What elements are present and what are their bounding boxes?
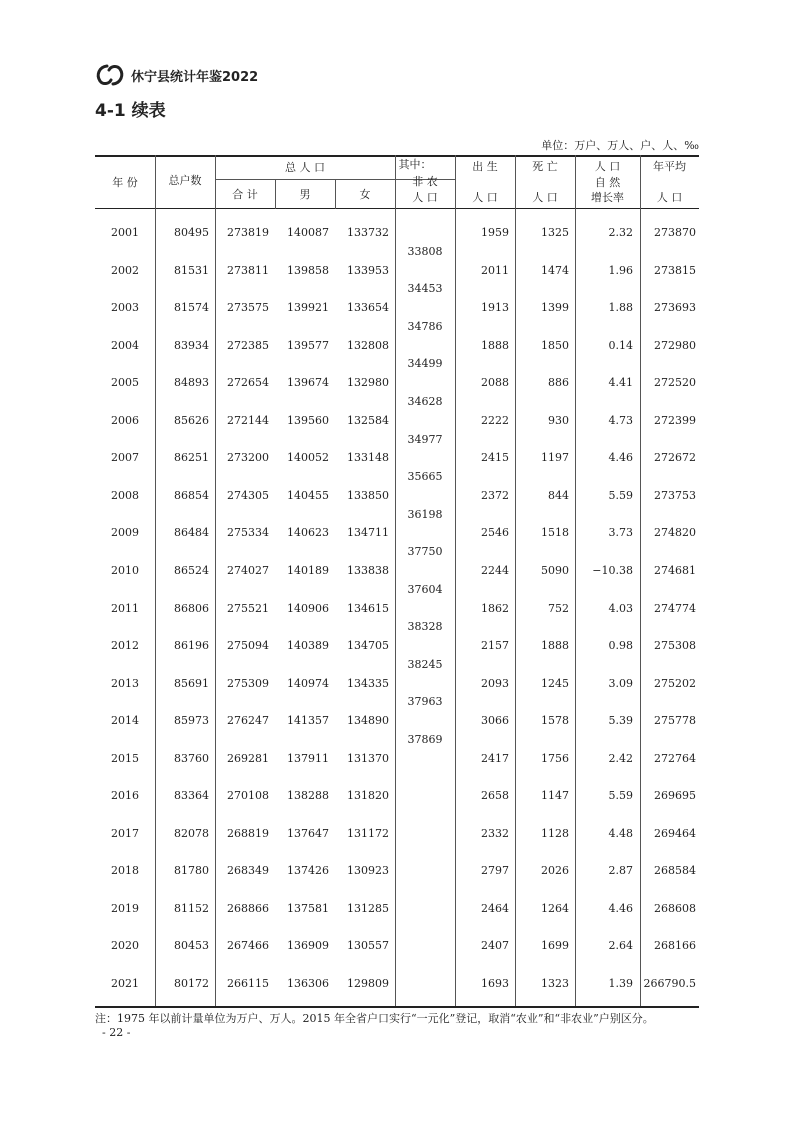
cell-female: 131172 [347, 826, 389, 840]
cell-avg: 272980 [654, 338, 696, 352]
cell-avg: 272520 [654, 376, 696, 390]
cell-deaths: 1323 [541, 977, 569, 990]
cell-births: 1888 [481, 338, 509, 352]
cell-deaths: 5090 [541, 563, 569, 577]
cell-female: 131370 [347, 751, 389, 765]
cell-female: 132808 [347, 338, 389, 352]
cell-growth: 4.48 [608, 826, 633, 840]
cell-female: 132980 [347, 376, 389, 390]
cell-nonagri: 34453 [407, 282, 443, 296]
cell-nonagri: 33808 [407, 244, 443, 258]
cell-births: 1693 [481, 977, 509, 990]
cell-year: 2010 [111, 563, 139, 577]
cell-year: 2003 [111, 301, 139, 315]
cell-births: 2088 [481, 376, 509, 390]
running-header [95, 62, 258, 88]
cell-households: 81531 [174, 263, 209, 277]
cell-households: 85691 [174, 676, 209, 690]
cell-male: 140623 [287, 526, 329, 540]
header-year: 年 份 [112, 176, 138, 189]
cell-total: 268349 [227, 864, 269, 878]
cell-growth: 3.09 [608, 676, 633, 690]
cell-female: 129809 [347, 977, 389, 990]
cell-births: 2222 [481, 413, 509, 427]
cell-total: 272144 [227, 413, 269, 427]
cell-deaths: 930 [548, 413, 569, 427]
cell-year: 2019 [111, 901, 139, 915]
cell-year: 2021 [111, 977, 139, 990]
cell-total: 267466 [227, 939, 269, 953]
cell-total: 273811 [227, 263, 269, 277]
cell-deaths: 1264 [541, 901, 569, 915]
cell-deaths: 1474 [541, 263, 569, 277]
cell-female: 133838 [347, 563, 389, 577]
cell-deaths: 1518 [541, 526, 569, 540]
cell-male: 136909 [287, 939, 329, 953]
cell-households: 85626 [174, 413, 209, 427]
cell-births: 2407 [481, 939, 509, 953]
cell-households: 81152 [174, 901, 209, 915]
cell-year: 2014 [111, 714, 139, 728]
units-note: 单位：万户、万人、户、人、‰ [541, 139, 699, 152]
cell-households: 83934 [174, 338, 209, 352]
cell-growth: 5.39 [608, 714, 633, 728]
cell-male: 140455 [287, 488, 329, 502]
cell-growth: 2.42 [608, 751, 633, 765]
cell-households: 86524 [174, 563, 209, 577]
cell-year: 2007 [111, 451, 139, 465]
cell-avg: 274820 [654, 526, 696, 540]
cell-avg: 273815 [654, 263, 696, 277]
cell-births: 2546 [481, 526, 509, 540]
page-number: - 22 - [102, 1026, 131, 1039]
cell-deaths: 1850 [541, 338, 569, 352]
cell-households: 86806 [174, 601, 209, 615]
cell-total: 269281 [227, 751, 269, 765]
header-deaths-top: 死 亡 [532, 160, 558, 173]
cell-male: 140389 [287, 639, 329, 653]
cell-households: 80495 [174, 226, 209, 239]
cell-total: 275334 [227, 526, 269, 540]
cell-year: 2020 [111, 939, 139, 953]
cell-households: 84893 [174, 376, 209, 390]
cell-total: 275094 [227, 639, 269, 653]
cell-total: 275521 [227, 601, 269, 615]
cell-male: 141357 [287, 714, 329, 728]
cell-total: 273819 [227, 226, 269, 239]
cell-deaths: 1888 [541, 639, 569, 653]
cell-female: 134711 [347, 526, 389, 540]
header-total: 合 计 [232, 188, 258, 201]
cell-births: 1959 [481, 226, 509, 239]
cell-year: 2006 [111, 413, 139, 427]
cell-deaths: 752 [548, 601, 569, 615]
header-households: 总户数 [168, 174, 202, 187]
cell-growth: 4.03 [608, 601, 633, 615]
cell-avg: 272399 [654, 413, 696, 427]
cell-nonagri: 37604 [407, 582, 443, 596]
cell-male: 140189 [287, 563, 329, 577]
cell-female: 133654 [347, 301, 389, 315]
cell-households: 80172 [174, 977, 209, 990]
table-title: 4-1 续表 [95, 101, 166, 121]
cell-female: 134705 [347, 639, 389, 653]
cell-nonagri: 37750 [407, 545, 443, 559]
cell-year: 2016 [111, 789, 139, 803]
cell-year: 2012 [111, 639, 139, 653]
header-births-top: 出 生 [472, 160, 498, 173]
footnote: 注：1975 年以前计量单位为万户、万人。2015 年全省户口实行“一元化”登记，取消“农业”和“非农业”户别区分。 [95, 1012, 654, 1025]
cell-births: 2011 [481, 263, 509, 277]
cell-births: 1862 [481, 601, 509, 615]
cell-nonagri: 34499 [407, 357, 443, 371]
cell-births: 2415 [481, 451, 509, 465]
cell-avg: 268608 [654, 901, 696, 915]
cell-growth: 4.41 [608, 376, 633, 390]
cell-deaths: 2026 [541, 864, 569, 878]
cell-deaths: 1578 [541, 714, 569, 728]
cell-births: 1913 [481, 301, 509, 315]
cell-female: 132584 [347, 413, 389, 427]
header-growth-bot: 增长率 [591, 191, 624, 204]
cell-households: 86251 [174, 451, 209, 465]
cell-total: 268866 [227, 901, 269, 915]
cell-births: 2157 [481, 639, 509, 653]
cell-male: 136306 [287, 977, 329, 990]
header-nonagri-bot: 人 口 [412, 191, 438, 204]
cell-households: 86854 [174, 488, 209, 502]
cell-avg: 272764 [654, 751, 696, 765]
header-nonagri-top: 其中： [398, 158, 432, 171]
header-bottom-rule [95, 208, 699, 209]
cell-households: 86484 [174, 526, 209, 540]
header-total-population: 总 人 口 [285, 161, 325, 174]
cell-male: 139858 [287, 263, 329, 277]
header-avg-top: 年平均 [653, 160, 686, 173]
cell-births: 2093 [481, 676, 509, 690]
cell-male: 139577 [287, 338, 329, 352]
cell-nonagri: 34786 [407, 319, 443, 333]
cell-male: 139674 [287, 376, 329, 390]
cell-female: 134335 [347, 676, 389, 690]
cell-births: 3066 [481, 714, 509, 728]
cell-growth: 4.73 [608, 413, 633, 427]
cell-total: 272385 [227, 338, 269, 352]
cell-growth: 3.73 [608, 526, 633, 540]
cell-deaths: 1245 [541, 676, 569, 690]
cell-year: 2002 [111, 263, 139, 277]
cell-nonagri: 37963 [407, 695, 443, 709]
cell-avg: 273870 [654, 226, 696, 239]
cell-avg: 275778 [654, 714, 696, 728]
cell-year: 2001 [111, 226, 139, 239]
cell-male: 139560 [287, 413, 329, 427]
table-bottom-rule [95, 1006, 699, 1008]
book-title: 休宁县统计年鉴2022 [131, 69, 259, 85]
cell-deaths: 886 [548, 376, 569, 390]
cell-growth: −10.38 [592, 563, 633, 577]
cell-female: 133850 [347, 488, 389, 502]
cell-year: 2005 [111, 376, 139, 390]
cell-male: 140087 [287, 226, 329, 239]
header-avg-bot: 人 口 [656, 191, 683, 204]
cell-male: 137647 [287, 826, 329, 840]
cell-households: 82078 [174, 826, 209, 840]
cell-growth: 1.96 [608, 263, 633, 277]
cell-growth: 0.98 [608, 639, 633, 653]
cell-female: 134615 [347, 601, 389, 615]
header-growth-top: 人 口 [594, 160, 621, 173]
cell-deaths: 1325 [541, 226, 569, 239]
cell-growth: 0.14 [608, 338, 633, 352]
cell-female: 131285 [347, 901, 389, 915]
header-deaths-bot: 人 口 [532, 191, 558, 204]
header-male: 男 [299, 188, 311, 201]
cell-deaths: 1699 [541, 939, 569, 953]
cell-female: 133732 [347, 226, 389, 239]
cell-year: 2013 [111, 676, 139, 690]
cell-male: 140052 [287, 451, 329, 465]
cell-female: 134890 [347, 714, 389, 728]
cell-year: 2018 [111, 864, 139, 878]
cell-growth: 1.88 [608, 301, 633, 315]
cell-avg: 269695 [654, 789, 696, 803]
cell-year: 2011 [111, 601, 139, 615]
cell-male: 137426 [287, 864, 329, 878]
cell-total: 272654 [227, 376, 269, 390]
cell-total: 276247 [227, 714, 269, 728]
cell-households: 81574 [174, 301, 209, 315]
cell-nonagri: 34628 [407, 394, 443, 408]
cell-nonagri: 38328 [407, 620, 443, 634]
header-female: 女 [359, 188, 371, 201]
cell-births: 2332 [481, 826, 509, 840]
cell-year: 2004 [111, 338, 139, 352]
cell-households: 80453 [174, 939, 209, 953]
cell-female: 133953 [347, 263, 389, 277]
cell-deaths: 1128 [541, 826, 569, 840]
cell-households: 83364 [174, 789, 209, 803]
header-births-bot: 人 口 [472, 191, 498, 204]
cell-female: 133148 [347, 451, 389, 465]
cell-births: 2797 [481, 864, 509, 878]
cell-births: 2372 [481, 488, 509, 502]
header-nonagri-mid: 非 农 [412, 175, 438, 188]
cell-households: 83760 [174, 751, 209, 765]
cell-growth: 2.32 [608, 226, 633, 239]
col-divider [455, 155, 456, 1006]
cell-year: 2015 [111, 751, 139, 765]
cell-male: 138288 [287, 789, 329, 803]
cell-nonagri: 37869 [407, 732, 443, 746]
col-divider [575, 155, 576, 1006]
cell-growth: 2.64 [608, 939, 633, 953]
cell-nonagri: 36198 [407, 507, 443, 521]
cell-births: 2244 [481, 563, 509, 577]
cell-deaths: 844 [548, 488, 569, 502]
cell-households: 81780 [174, 864, 209, 878]
cell-year: 2009 [111, 526, 139, 540]
cell-avg: 266790.5 [643, 977, 696, 990]
cell-households: 85973 [174, 714, 209, 728]
cell-total: 275309 [227, 676, 269, 690]
cell-avg: 274774 [654, 601, 696, 615]
cell-year: 2008 [111, 488, 139, 502]
cell-total: 270108 [227, 789, 269, 803]
cell-growth: 5.59 [608, 488, 633, 502]
cell-deaths: 1147 [541, 789, 569, 803]
cell-avg: 275308 [654, 639, 696, 653]
cell-male: 137581 [287, 901, 329, 915]
cell-avg: 268166 [654, 939, 696, 953]
cell-total: 274027 [227, 563, 269, 577]
col-divider [155, 155, 156, 1006]
cell-avg: 273753 [654, 488, 696, 502]
cell-total: 273200 [227, 451, 269, 465]
cell-year: 2017 [111, 826, 139, 840]
cell-growth: 1.39 [608, 977, 633, 990]
cell-nonagri: 38245 [407, 657, 443, 671]
cell-avg: 275202 [654, 676, 696, 690]
cell-total: 266115 [227, 977, 269, 990]
col-divider [215, 155, 216, 1006]
cell-female: 130557 [347, 939, 389, 953]
cell-avg: 273693 [654, 301, 696, 315]
cell-deaths: 1756 [541, 751, 569, 765]
cell-deaths: 1399 [541, 301, 569, 315]
cell-total: 274305 [227, 488, 269, 502]
cell-avg: 272672 [654, 451, 696, 465]
cell-births: 2658 [481, 789, 509, 803]
cell-avg: 274681 [654, 563, 696, 577]
cell-nonagri: 34977 [407, 432, 443, 446]
table-top-rule [95, 155, 699, 157]
cell-male: 140974 [287, 676, 329, 690]
cell-growth: 5.59 [608, 789, 633, 803]
cell-households: 86196 [174, 639, 209, 653]
cell-male: 140906 [287, 601, 329, 615]
yearbook-logo-icon [95, 63, 125, 87]
cell-female: 130923 [347, 864, 389, 878]
cell-total: 273575 [227, 301, 269, 315]
cell-total: 268819 [227, 826, 269, 840]
col-divider [640, 155, 641, 1006]
cell-male: 137911 [287, 751, 329, 765]
cell-deaths: 1197 [541, 451, 569, 465]
cell-births: 2417 [481, 751, 509, 765]
col-divider [515, 155, 516, 1006]
cell-male: 139921 [287, 301, 329, 315]
cell-growth: 4.46 [608, 451, 633, 465]
cell-female: 131820 [347, 789, 389, 803]
cell-growth: 2.87 [608, 864, 633, 878]
cell-avg: 268584 [654, 864, 696, 878]
cell-nonagri: 35665 [407, 470, 443, 484]
cell-growth: 4.46 [608, 901, 633, 915]
cell-avg: 269464 [654, 826, 696, 840]
cell-births: 2464 [481, 901, 509, 915]
header-growth-mid: 自 然 [594, 176, 621, 189]
